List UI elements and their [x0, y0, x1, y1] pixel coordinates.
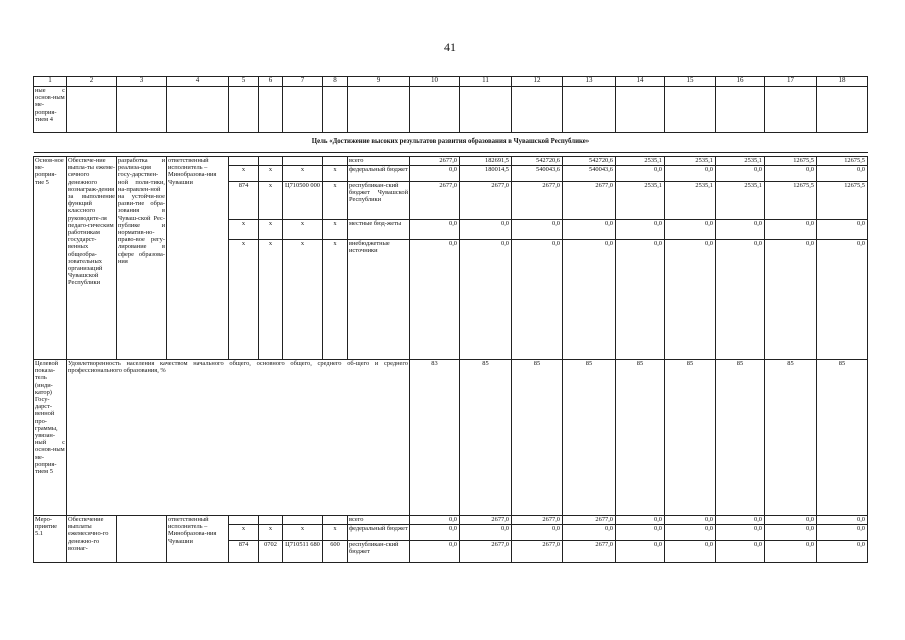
value-cell: 0,0	[563, 240, 616, 360]
value-cell: 0,0	[716, 240, 765, 360]
value-cell: 0,0	[460, 220, 512, 240]
empty-cell	[563, 87, 616, 133]
value-cell: 0,0	[665, 541, 716, 563]
value-cell: 2535,1	[716, 157, 765, 166]
value-cell: 0,0	[512, 525, 563, 541]
value-cell: 0,0	[665, 525, 716, 541]
empty-cell	[117, 87, 167, 133]
goal-row	[34, 133, 868, 153]
goal-heading: Цель «Достижение высоких результатов развития образования в Чувашской Республике»	[34, 133, 868, 153]
value-cell: 0,0	[563, 220, 616, 240]
value-cell: 540043,6	[512, 166, 563, 182]
value-cell: 0,0	[817, 220, 868, 240]
value-cell: 2535,1	[665, 157, 716, 166]
code-cell: x	[283, 220, 323, 240]
value-cell: 85	[616, 360, 665, 516]
value-cell: 2535,1	[616, 182, 665, 220]
value-cell: 2677,0	[563, 541, 616, 563]
column-number: 11	[460, 77, 512, 87]
code-cell: Ц710500 000	[283, 182, 323, 220]
row-label: ные с основ-ным ме-роприя-тием 4	[34, 87, 67, 133]
code-cell: x	[323, 182, 348, 220]
value-cell: 2677,0	[512, 516, 563, 525]
value-cell: 0,0	[765, 166, 817, 182]
column-number: 4	[167, 77, 229, 87]
empty-cell	[323, 87, 348, 133]
event-name: Обеспече-ние выпла-ты ежеме-сячного денежного вознаграж-дения за выполнение функций классного руководите-ля педаго-гическим работникам государст-венных общеобра-зовательных организаций Чувашской Республики	[67, 157, 117, 360]
indicator-row	[34, 360, 868, 516]
code-cell: x	[323, 240, 348, 360]
executor: ответственный исполнитель – Минобразова-ния Чувашии	[167, 157, 229, 360]
code-cell: x	[229, 240, 259, 360]
value-cell: 0,0	[410, 220, 460, 240]
code-cell: x	[283, 525, 323, 541]
column-number: 16	[716, 77, 765, 87]
value-cell: 83	[410, 360, 460, 516]
value-cell: 0,0	[616, 525, 665, 541]
value-cell: 0,0	[665, 516, 716, 525]
code-cell	[229, 516, 259, 525]
value-cell: 85	[512, 360, 563, 516]
empty-cell	[410, 87, 460, 133]
code-cell: x	[323, 220, 348, 240]
code-cell: x	[259, 525, 283, 541]
empty-cell	[716, 87, 765, 133]
empty-cell	[348, 87, 410, 133]
value-cell: 540043,6	[563, 166, 616, 182]
code-cell: x	[259, 240, 283, 360]
value-cell: 12675,5	[765, 182, 817, 220]
value-cell: 0,0	[410, 240, 460, 360]
value-cell: 85	[765, 360, 817, 516]
value-cell: 0,0	[817, 516, 868, 525]
value-cell: 2677,0	[460, 541, 512, 563]
table-row	[34, 516, 868, 525]
column-number: 9	[348, 77, 410, 87]
column-number: 12	[512, 77, 563, 87]
value-cell: 0,0	[765, 516, 817, 525]
value-cell: 0,0	[716, 525, 765, 541]
value-cell: 0,0	[616, 166, 665, 182]
event-goal: разработка и реализа-ция госу-дарствен-ной поли-тики, на-правлен-ной на устойчи-вое разви-тие обра-зования в Чуваш-ской Рес-публике и норматив-но-право-вое регу-лирование в сфере образова-ния	[117, 157, 167, 360]
value-cell: 0,0	[410, 525, 460, 541]
value-cell: 0,0	[817, 541, 868, 563]
column-number: 3	[117, 77, 167, 87]
empty-cell	[283, 87, 323, 133]
code-cell: x	[323, 525, 348, 541]
value-cell: 0,0	[765, 220, 817, 240]
row-label: Основ-ное ме-роприя-тие 5	[34, 157, 67, 360]
value-cell: 2677,0	[460, 182, 512, 220]
value-cell: 0,0	[765, 541, 817, 563]
value-cell: 0,0	[410, 516, 460, 525]
empty-cell	[616, 87, 665, 133]
value-cell: 2535,1	[665, 182, 716, 220]
value-cell: 0,0	[665, 240, 716, 360]
code-cell: x	[259, 166, 283, 182]
code-cell: x	[259, 220, 283, 240]
table-row	[34, 157, 868, 166]
value-cell: 0,0	[817, 240, 868, 360]
column-number: 10	[410, 77, 460, 87]
funding-source: всего	[348, 157, 410, 166]
code-cell	[323, 157, 348, 166]
column-number: 2	[67, 77, 117, 87]
column-number: 8	[323, 77, 348, 87]
column-number: 13	[563, 77, 616, 87]
code-cell	[259, 516, 283, 525]
value-cell: 180014,5	[460, 166, 512, 182]
value-cell: 0,0	[817, 166, 868, 182]
column-number: 1	[34, 77, 67, 87]
value-cell: 2535,1	[616, 157, 665, 166]
funding-source: республикан-ский бюджет	[348, 541, 410, 563]
code-cell: x	[283, 240, 323, 360]
value-cell: 2535,1	[716, 182, 765, 220]
value-cell: 0,0	[410, 166, 460, 182]
funding-source: всего	[348, 516, 410, 525]
empty-cell	[229, 87, 259, 133]
column-number: 7	[283, 77, 323, 87]
value-cell: 2677,0	[410, 157, 460, 166]
code-cell: Ц710511 680	[283, 541, 323, 563]
value-cell: 0,0	[616, 541, 665, 563]
value-cell: 12675,5	[817, 182, 868, 220]
value-cell: 2677,0	[512, 182, 563, 220]
empty-cell	[665, 87, 716, 133]
value-cell: 2677,0	[410, 182, 460, 220]
value-cell: 0,0	[765, 240, 817, 360]
code-cell: 874	[229, 182, 259, 220]
column-number: 17	[765, 77, 817, 87]
value-cell: 0,0	[563, 525, 616, 541]
code-cell: x	[323, 166, 348, 182]
code-cell	[323, 516, 348, 525]
empty-cell	[512, 87, 563, 133]
funding-source: федеральный бюджет	[348, 166, 410, 182]
value-cell: 0,0	[665, 166, 716, 182]
value-cell: 2677,0	[512, 541, 563, 563]
row-label: Меро-приятие 5.1	[34, 516, 67, 563]
code-cell: 0702	[259, 541, 283, 563]
budget-table	[33, 76, 868, 563]
empty-cell	[67, 87, 117, 133]
column-number: 18	[817, 77, 868, 87]
value-cell: 12675,5	[817, 157, 868, 166]
column-number: 6	[259, 77, 283, 87]
empty-cell	[460, 87, 512, 133]
funding-source: республикан-ский бюджет Чувашской Республики	[348, 182, 410, 220]
code-cell: x	[259, 182, 283, 220]
empty-cell	[817, 87, 868, 133]
executor: ответственный исполнитель – Минобразова-ния Чувашии	[167, 516, 229, 563]
value-cell: 0,0	[716, 220, 765, 240]
value-cell: 0,0	[512, 240, 563, 360]
value-cell: 2677,0	[563, 516, 616, 525]
value-cell: 542720,6	[563, 157, 616, 166]
value-cell: 0,0	[817, 525, 868, 541]
value-cell: 2677,0	[563, 182, 616, 220]
value-cell: 0,0	[616, 516, 665, 525]
value-cell: 0,0	[716, 516, 765, 525]
value-cell: 85	[665, 360, 716, 516]
row-label: Целевой показа-тель (инди-катор) Госу-дарст-венной про-граммы, увязан-ный с основ-ным ме-роприя-тием 5	[34, 360, 67, 516]
value-cell: 0,0	[665, 220, 716, 240]
value-cell: 542720,6	[512, 157, 563, 166]
page-number: 41	[444, 40, 456, 54]
empty-cell	[259, 87, 283, 133]
funding-source: федеральный бюджет	[348, 525, 410, 541]
column-number: 14	[616, 77, 665, 87]
code-cell: 600	[323, 541, 348, 563]
code-cell: 874	[229, 541, 259, 563]
column-number: 5	[229, 77, 259, 87]
indicator-text: Удовлетворенность населения качеством начального общего, основного общего, среднего об-щего и среднего профессионального образования, %	[67, 360, 410, 516]
value-cell: 0,0	[460, 240, 512, 360]
empty-cell	[167, 87, 229, 133]
empty-cell	[765, 87, 817, 133]
funding-source: местные бюд-жеты	[348, 220, 410, 240]
code-cell: x	[283, 166, 323, 182]
value-cell: 0,0	[410, 541, 460, 563]
column-number: 15	[665, 77, 716, 87]
value-cell: 0,0	[460, 525, 512, 541]
value-cell: 0,0	[765, 525, 817, 541]
event-goal	[117, 516, 167, 563]
value-cell: 85	[563, 360, 616, 516]
code-cell: x	[229, 525, 259, 541]
value-cell: 12675,5	[765, 157, 817, 166]
value-cell: 0,0	[716, 166, 765, 182]
code-cell	[283, 157, 323, 166]
code-cell	[283, 516, 323, 525]
table-row	[34, 87, 868, 133]
value-cell: 85	[817, 360, 868, 516]
table-body	[34, 77, 868, 563]
value-cell: 0,0	[716, 541, 765, 563]
code-cell: x	[229, 220, 259, 240]
value-cell: 85	[460, 360, 512, 516]
value-cell: 85	[716, 360, 765, 516]
funding-source: внебюджетные источники	[348, 240, 410, 360]
column-header-row	[34, 77, 868, 87]
code-cell	[229, 157, 259, 166]
value-cell: 0,0	[512, 220, 563, 240]
value-cell: 182691,5	[460, 157, 512, 166]
value-cell: 2677,0	[460, 516, 512, 525]
value-cell: 0,0	[616, 220, 665, 240]
code-cell	[259, 157, 283, 166]
value-cell: 0,0	[616, 240, 665, 360]
event-name: Обеспечение выплаты ежемесячно-го денежно-го вознаг-	[67, 516, 117, 563]
code-cell: x	[229, 166, 259, 182]
